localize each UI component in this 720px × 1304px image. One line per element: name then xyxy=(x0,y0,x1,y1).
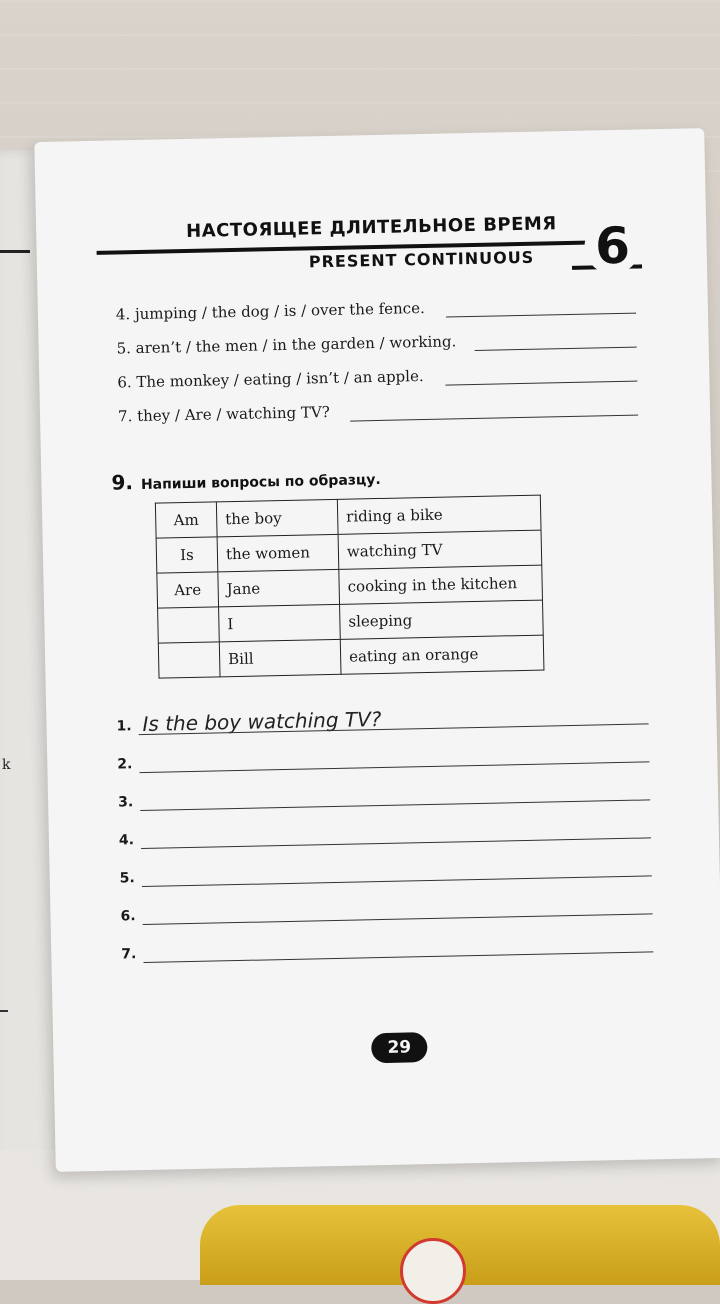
table-cell: Am xyxy=(155,502,217,538)
chapter-number: 6 xyxy=(584,217,641,274)
answer-number: 3. xyxy=(117,794,134,811)
workbook-page xyxy=(34,128,720,1172)
exercise-item-text: 7. they / Are / watching TV? xyxy=(117,403,330,426)
exercise-item-text: 6. The monkey / eating / isn’t / an apple. xyxy=(117,367,424,392)
table-cell: Jane xyxy=(218,569,340,607)
answer-line xyxy=(118,794,133,810)
table-cell: I xyxy=(219,604,341,642)
answer-line xyxy=(116,706,382,736)
exercise-instruction: Напиши вопросы по образцу. xyxy=(140,471,381,493)
table-cell: sleeping xyxy=(340,600,544,639)
exercise-item-text: 4. jumping / the dog / is / over the fence. xyxy=(115,298,425,324)
answer-blank[interactable] xyxy=(140,761,650,773)
answer-blank[interactable] xyxy=(350,415,638,422)
table-cell: eating an orange xyxy=(340,635,544,674)
left-page-dash xyxy=(0,1010,8,1012)
round-sticker xyxy=(400,1238,466,1304)
answer-line xyxy=(120,870,135,886)
answer-blank[interactable] xyxy=(446,313,636,318)
exercise-item-text: 5. aren’t / the men / in the garden / working. xyxy=(116,332,457,358)
question-table xyxy=(155,495,545,679)
answer-blank[interactable] xyxy=(140,799,650,811)
answer-blank[interactable] xyxy=(445,381,637,386)
table-cell: riding a bike xyxy=(337,495,541,534)
answer-blank[interactable] xyxy=(143,913,653,925)
answer-number: 5. xyxy=(119,870,135,887)
exercise-item xyxy=(116,332,456,357)
answer-blank[interactable] xyxy=(143,951,653,963)
table-cell: watching TV xyxy=(338,530,542,569)
table-cell: cooking in the kitchen xyxy=(339,565,543,604)
answer-blank[interactable] xyxy=(141,837,651,849)
left-page-letter: k xyxy=(2,757,11,773)
table-row xyxy=(158,635,544,678)
left-page-rule xyxy=(0,250,30,253)
answer-number: 6. xyxy=(120,908,136,925)
table-cell: the women xyxy=(217,534,339,572)
exercise-number: 9. xyxy=(111,470,134,495)
exercise-9-heading xyxy=(111,465,381,495)
table-cell: Is xyxy=(156,537,218,573)
page-title-ru: НАСТОЯЩЕЕ ДЛИТЕЛЬНОЕ ВРЕМЯ xyxy=(185,213,557,242)
exercise-item xyxy=(118,403,330,425)
answer-number: 2. xyxy=(117,756,133,773)
answer-line xyxy=(120,908,135,924)
table-cell: the boy xyxy=(216,499,338,537)
answer-line xyxy=(121,946,136,962)
answer-line xyxy=(117,756,132,772)
answer-number: 4. xyxy=(118,832,135,849)
handwritten-answer: Is the boy watching TV? xyxy=(142,706,382,736)
exercise-item xyxy=(116,299,425,323)
answer-line xyxy=(119,832,134,848)
answer-number: 1. xyxy=(116,718,132,735)
answer-number: 7. xyxy=(121,946,137,963)
table-cell: Bill xyxy=(219,639,341,677)
table-cell xyxy=(158,642,220,678)
page-number: 29 xyxy=(371,1032,428,1063)
table-cell: Are xyxy=(157,572,219,608)
answer-blank[interactable] xyxy=(142,875,652,887)
page-title-en: PRESENT CONTINUOUS xyxy=(308,247,535,272)
table-cell xyxy=(158,607,220,643)
answer-blank[interactable] xyxy=(475,347,637,351)
exercise-item xyxy=(117,367,424,391)
